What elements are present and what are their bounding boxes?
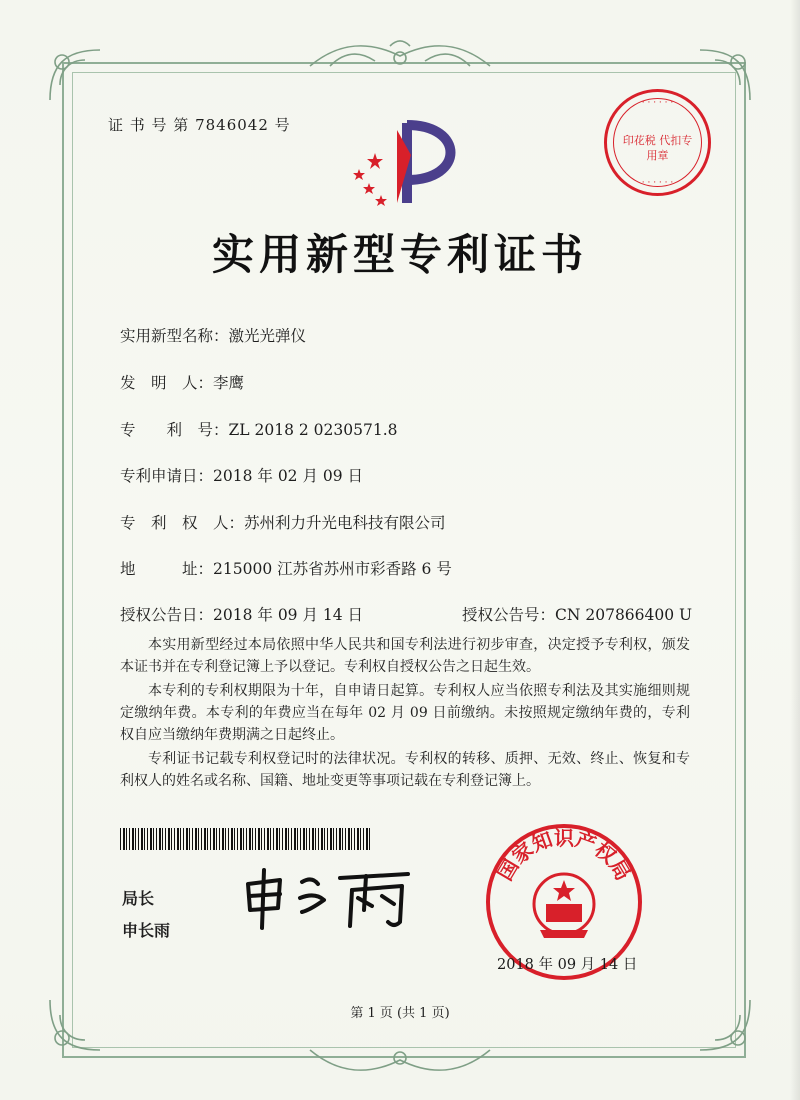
tax-stamp-center-text: 印花税 代扣专用章 xyxy=(622,134,693,162)
field-patent-number xyxy=(120,418,398,440)
bottom-ornament xyxy=(300,1040,500,1080)
field-utility-model-name xyxy=(120,324,306,346)
patent-office-logo-icon xyxy=(345,115,465,210)
field-label: 专 利 权 人： xyxy=(120,514,245,532)
issue-date: 2018 年 09 月 14 日 xyxy=(497,957,638,973)
signatory-name: 申长雨 xyxy=(122,921,171,940)
svg-text:国家知识产权局 xyxy=(493,826,636,885)
svg-text:· · · · · ·: · · · · · · xyxy=(641,98,674,108)
field-grant-announce-number xyxy=(462,603,692,625)
page-number: 第 1 页 (共 1 页) xyxy=(350,1006,450,1021)
field-grant-announce-date xyxy=(120,603,363,625)
body-paragraph-2: 本专利的专利权期限为十年，自申请日起算。专利权人应当依照专利法及其实施细则规定缴纳年费。本专利的年费应当在每年 02 月 09 日前缴纳。未按照规定缴纳年费的，专利权自应当缴纳年费期满之日起终止。 xyxy=(120,683,690,743)
body-paragraph-1: 本实用新型经过本局依照中华人民共和国专利法进行初步审查，决定授予专利权，颁发本证书并在专利登记簿上予以登记。专利权自授权公告之日起生效。 xyxy=(120,637,690,675)
field-label: 授权公告号： xyxy=(462,606,556,624)
field-value: 2018 年 02 月 09 日 xyxy=(213,467,364,485)
field-value: 激光光弹仪 xyxy=(228,327,307,345)
body-paragraph-3: 专利证书记载专利权登记时的法律状况。专利权的转移、质押、无效、终止、恢复和专利权人的姓名或名称、国籍、地址变更等事项记载在专利登记簿上。 xyxy=(120,751,690,789)
field-value: 2018 年 09 月 14 日 xyxy=(213,606,364,624)
field-label: 发 明 人： xyxy=(120,374,214,392)
field-address xyxy=(120,557,452,579)
certificate-number: 证 书 号 第 7846042 号 xyxy=(108,116,291,134)
field-label: 专利申请日： xyxy=(120,467,214,485)
field-value: ZL 2018 2 0230571.8 xyxy=(228,421,398,439)
certificate-body xyxy=(120,634,690,794)
corner-ornament-bottom-right xyxy=(690,990,760,1060)
corner-ornament-top-left xyxy=(40,40,110,110)
field-value: 苏州利力升光电科技有限公司 xyxy=(244,514,446,532)
barcode xyxy=(120,828,370,850)
field-label: 专 利 号： xyxy=(120,421,229,439)
field-value: 215000 江苏省苏州市彩香路 6 号 xyxy=(213,560,452,578)
page-edge-shadow xyxy=(790,0,800,1100)
top-ornament xyxy=(300,36,500,76)
field-value: 李鹰 xyxy=(213,374,245,392)
handwritten-signature xyxy=(240,862,415,932)
field-label: 授权公告日： xyxy=(120,606,214,624)
field-label: 地 址： xyxy=(120,560,214,578)
field-label: 实用新型名称： xyxy=(120,327,229,345)
field-inventor xyxy=(120,371,244,393)
field-value: CN 207866400 U xyxy=(555,606,693,624)
svg-text:· · · · · ·: · · · · · · xyxy=(641,178,674,188)
field-filing-date xyxy=(120,464,363,486)
seal-text: 国家知识产权局 xyxy=(492,825,636,885)
corner-ornament-bottom-left xyxy=(40,990,110,1060)
field-patentee xyxy=(120,511,446,533)
signatory-position: 局长 xyxy=(122,889,155,908)
page-title: 实用新型专利证书 xyxy=(211,230,588,279)
